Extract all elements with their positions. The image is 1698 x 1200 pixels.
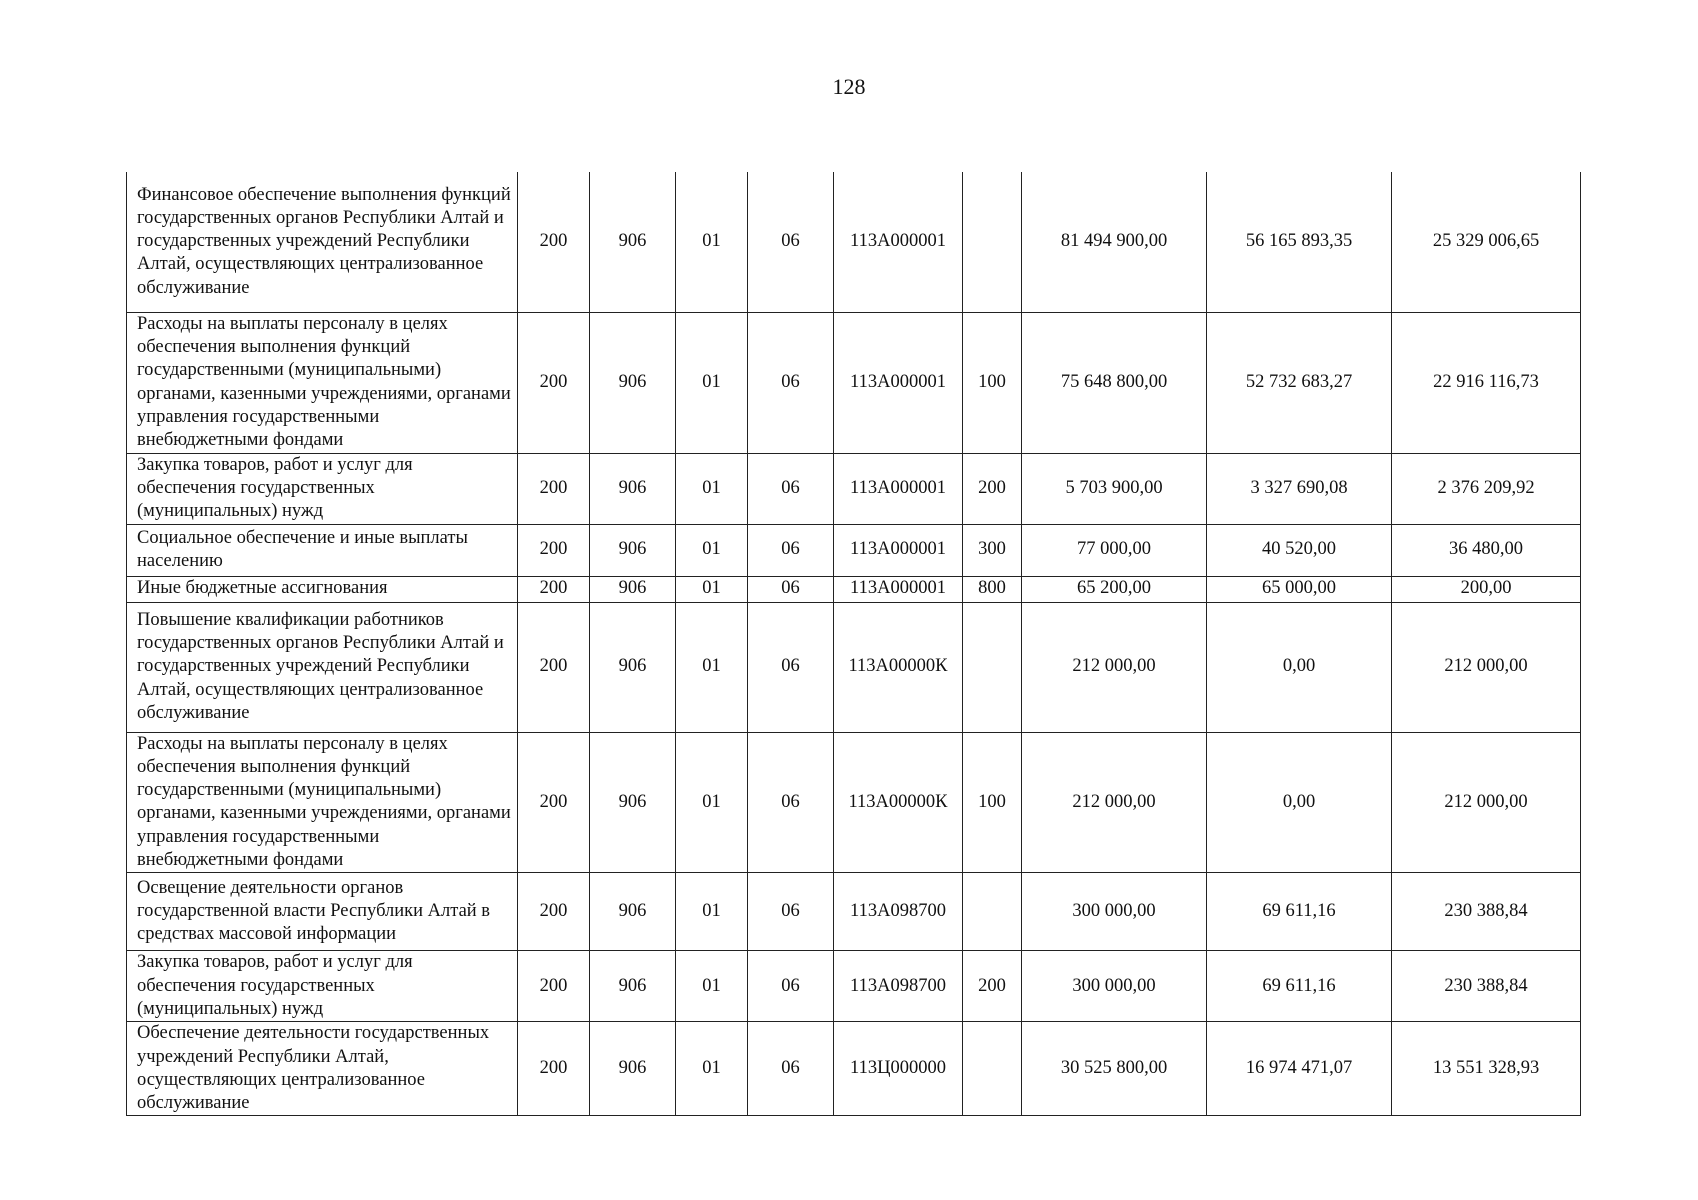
amount-remaining: 25 329 006,65 <box>1392 172 1581 312</box>
table-row <box>127 602 1581 732</box>
code-cell-2: 906 <box>590 873 676 951</box>
code-cell-4: 06 <box>748 873 834 951</box>
table-row <box>127 951 1581 1022</box>
expense-type-code <box>963 873 1022 951</box>
amount-planned: 75 648 800,00 <box>1022 312 1207 453</box>
code-cell-1: 200 <box>518 524 590 576</box>
target-article-code: 113A000001 <box>834 524 963 576</box>
row-description: Финансовое обеспечение выполнения функций государственных органов Республики Алтай и государственных учреждений Республики Алтай, осуществляющих централизованное обслуживание <box>127 172 518 312</box>
code-cell-3: 01 <box>676 873 748 951</box>
amount-executed: 0,00 <box>1207 732 1392 873</box>
code-cell-1: 200 <box>518 1022 590 1116</box>
expense-type-code <box>963 172 1022 312</box>
amount-executed: 69 611,16 <box>1207 873 1392 951</box>
code-cell-4: 06 <box>748 576 834 602</box>
amount-executed: 65 000,00 <box>1207 576 1392 602</box>
amount-planned: 65 200,00 <box>1022 576 1207 602</box>
target-article-code: 113A000001 <box>834 172 963 312</box>
table-row <box>127 576 1581 602</box>
expense-type-code: 800 <box>963 576 1022 602</box>
amount-planned: 300 000,00 <box>1022 873 1207 951</box>
code-cell-4: 06 <box>748 602 834 732</box>
table-row <box>127 172 1581 312</box>
code-cell-1: 200 <box>518 732 590 873</box>
code-cell-3: 01 <box>676 732 748 873</box>
page-number: 128 <box>832 74 866 99</box>
amount-planned: 77 000,00 <box>1022 524 1207 576</box>
row-description: Закупка товаров, работ и услуг для обеспечения государственных (муниципальных) нужд <box>127 951 518 1022</box>
amount-remaining: 22 916 116,73 <box>1392 312 1581 453</box>
amount-planned: 30 525 800,00 <box>1022 1022 1207 1116</box>
amount-remaining: 230 388,84 <box>1392 951 1581 1022</box>
amount-planned: 5 703 900,00 <box>1022 453 1207 524</box>
expense-type-code <box>963 602 1022 732</box>
code-cell-3: 01 <box>676 576 748 602</box>
code-cell-2: 906 <box>590 453 676 524</box>
row-description: Социальное обеспечение и иные выплаты населению <box>127 524 518 576</box>
expense-type-code: 300 <box>963 524 1022 576</box>
row-description: Расходы на выплаты персоналу в целях обеспечения выполнения функций государственными (муниципальными) органами, казенными учреждениями, органами управления государственными внебюджетными фондами <box>127 312 518 453</box>
code-cell-3: 01 <box>676 951 748 1022</box>
table-row <box>127 524 1581 576</box>
target-article-code: 113A00000К <box>834 732 963 873</box>
amount-remaining: 212 000,00 <box>1392 732 1581 873</box>
expense-type-code: 100 <box>963 732 1022 873</box>
code-cell-3: 01 <box>676 172 748 312</box>
table-row <box>127 1022 1581 1116</box>
target-article-code: 113A000001 <box>834 576 963 602</box>
target-article-code: 113A000001 <box>834 312 963 453</box>
code-cell-1: 200 <box>518 873 590 951</box>
table-row <box>127 732 1581 873</box>
target-article-code: 113A00000К <box>834 602 963 732</box>
amount-remaining: 36 480,00 <box>1392 524 1581 576</box>
code-cell-4: 06 <box>748 732 834 873</box>
code-cell-4: 06 <box>748 312 834 453</box>
code-cell-4: 06 <box>748 524 834 576</box>
table-row <box>127 312 1581 453</box>
target-article-code: 113A000001 <box>834 453 963 524</box>
amount-executed: 16 974 471,07 <box>1207 1022 1392 1116</box>
amount-executed: 69 611,16 <box>1207 951 1392 1022</box>
code-cell-4: 06 <box>748 172 834 312</box>
row-description: Закупка товаров, работ и услуг для обеспечения государственных (муниципальных) нужд <box>127 453 518 524</box>
code-cell-2: 906 <box>590 602 676 732</box>
code-cell-2: 906 <box>590 576 676 602</box>
target-article-code: 113Ц000000 <box>834 1022 963 1116</box>
code-cell-3: 01 <box>676 1022 748 1116</box>
code-cell-2: 906 <box>590 951 676 1022</box>
code-cell-2: 906 <box>590 732 676 873</box>
budget-table <box>126 172 1581 1116</box>
amount-planned: 212 000,00 <box>1022 602 1207 732</box>
expense-type-code <box>963 1022 1022 1116</box>
amount-remaining: 2 376 209,92 <box>1392 453 1581 524</box>
amount-remaining: 13 551 328,93 <box>1392 1022 1581 1116</box>
row-description: Обеспечение деятельности государственных учреждений Республики Алтай, осуществляющих централизованное обслуживание <box>127 1022 518 1116</box>
amount-planned: 81 494 900,00 <box>1022 172 1207 312</box>
target-article-code: 113A098700 <box>834 951 963 1022</box>
code-cell-1: 200 <box>518 172 590 312</box>
row-description: Повышение квалификации работников государственных органов Республики Алтай и государственных учреждений Республики Алтай, осуществляющих централизованное обслуживание <box>127 602 518 732</box>
code-cell-2: 906 <box>590 1022 676 1116</box>
target-article-code: 113A098700 <box>834 873 963 951</box>
code-cell-1: 200 <box>518 312 590 453</box>
code-cell-4: 06 <box>748 1022 834 1116</box>
amount-remaining: 230 388,84 <box>1392 873 1581 951</box>
code-cell-3: 01 <box>676 453 748 524</box>
amount-planned: 212 000,00 <box>1022 732 1207 873</box>
code-cell-2: 906 <box>590 172 676 312</box>
expense-type-code: 100 <box>963 312 1022 453</box>
code-cell-3: 01 <box>676 524 748 576</box>
amount-executed: 3 327 690,08 <box>1207 453 1392 524</box>
code-cell-1: 200 <box>518 602 590 732</box>
code-cell-1: 200 <box>518 951 590 1022</box>
amount-remaining: 212 000,00 <box>1392 602 1581 732</box>
amount-executed: 40 520,00 <box>1207 524 1392 576</box>
code-cell-2: 906 <box>590 312 676 453</box>
expense-type-code: 200 <box>963 453 1022 524</box>
amount-executed: 52 732 683,27 <box>1207 312 1392 453</box>
code-cell-3: 01 <box>676 312 748 453</box>
row-description: Расходы на выплаты персоналу в целях обеспечения выполнения функций государственными (муниципальными) органами, казенными учреждениями, органами управления государственными внебюджетными фондами <box>127 732 518 873</box>
code-cell-2: 906 <box>590 524 676 576</box>
code-cell-4: 06 <box>748 951 834 1022</box>
code-cell-1: 200 <box>518 453 590 524</box>
table-row <box>127 873 1581 951</box>
code-cell-3: 01 <box>676 602 748 732</box>
amount-remaining: 200,00 <box>1392 576 1581 602</box>
row-description: Освещение деятельности органов государственной власти Республики Алтай в средствах массовой информации <box>127 873 518 951</box>
table-row <box>127 453 1581 524</box>
code-cell-4: 06 <box>748 453 834 524</box>
amount-executed: 0,00 <box>1207 602 1392 732</box>
code-cell-1: 200 <box>518 576 590 602</box>
table-body <box>127 172 1581 1116</box>
amount-executed: 56 165 893,35 <box>1207 172 1392 312</box>
expense-type-code: 200 <box>963 951 1022 1022</box>
amount-planned: 300 000,00 <box>1022 951 1207 1022</box>
row-description: Иные бюджетные ассигнования <box>127 576 518 602</box>
